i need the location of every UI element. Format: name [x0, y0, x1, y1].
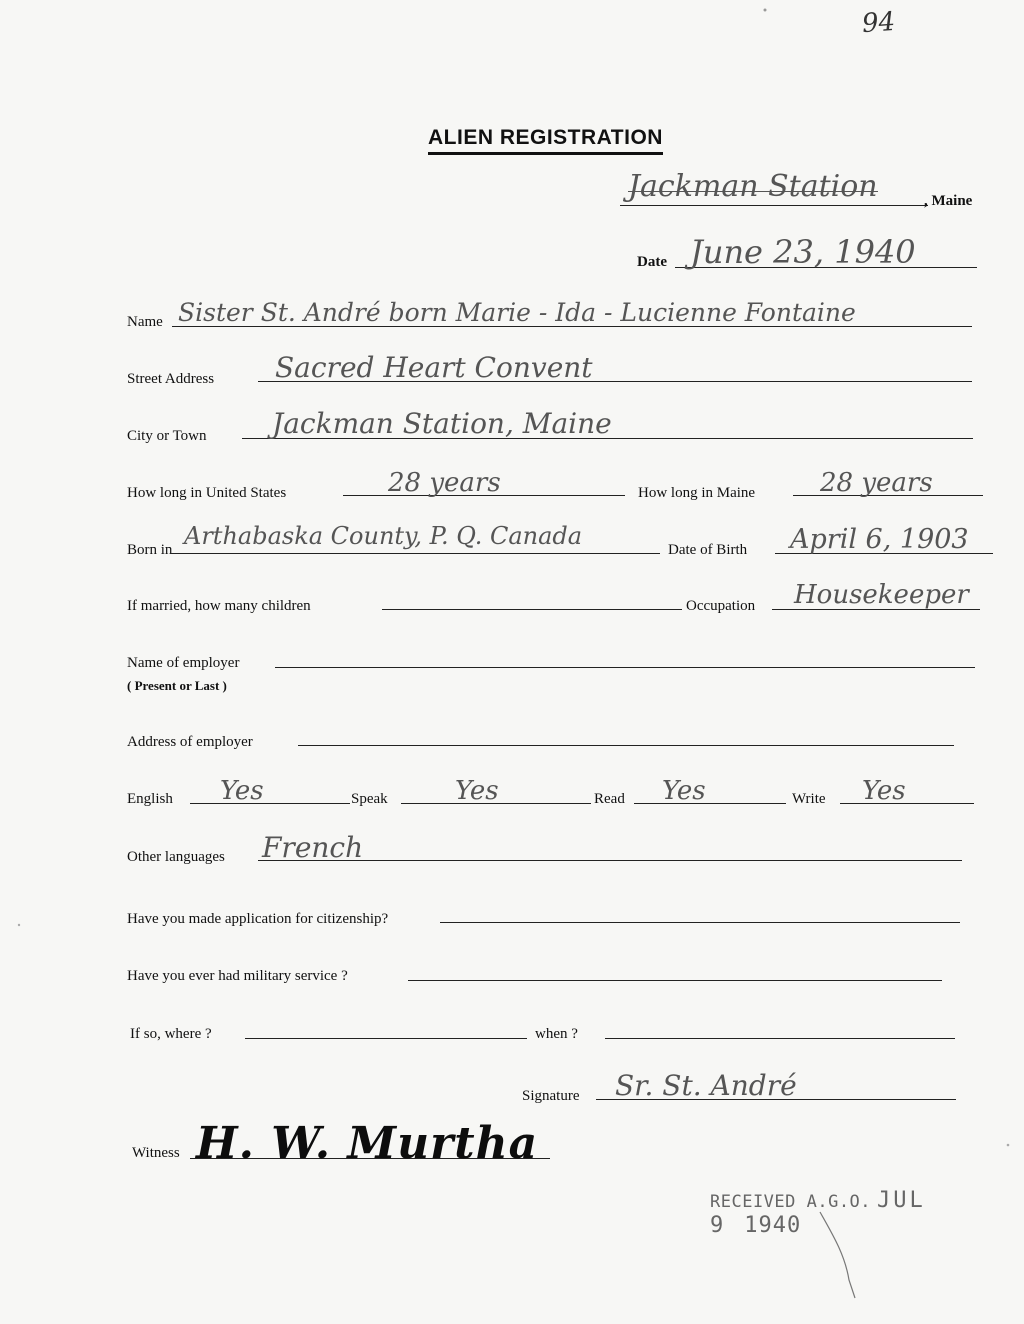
form-title: ALIEN REGISTRATION: [428, 126, 663, 155]
city-label: City or Town: [127, 428, 207, 444]
date-of-birth-value: April 6, 1903: [790, 524, 969, 555]
name-label: Name: [127, 314, 163, 330]
date-of-birth-label: Date of Birth: [668, 542, 748, 558]
born-in-value: Arthabaska County, P. Q. Canada: [184, 522, 583, 550]
occupation-label: Occupation: [686, 598, 756, 614]
speak-label: Speak: [351, 791, 388, 807]
received-stamp-date: JUL 9: [710, 1188, 926, 1238]
witness-label: Witness: [132, 1145, 180, 1161]
english-label: English: [127, 791, 173, 807]
occupation-value: Housekeeper: [794, 580, 969, 610]
write-label: Write: [792, 791, 826, 807]
page-number: 94: [860, 6, 897, 40]
received-stamp-text: RECEIVED A.G.O.: [710, 1192, 872, 1212]
how-long-maine-value: 28 years: [820, 468, 933, 498]
read-value: Yes: [662, 776, 706, 806]
employer-name-label: Name of employer: [127, 655, 240, 671]
other-languages-value: French: [262, 831, 364, 864]
signature-label: Signature: [522, 1088, 580, 1104]
english-value: Yes: [220, 776, 264, 806]
employer-address-label: Address of employer: [127, 734, 253, 750]
station-value: Jackman Station: [628, 169, 878, 204]
employer-name-sublabel: ( Present or Last ): [127, 678, 227, 693]
read-label: Read: [594, 791, 625, 807]
name-value: Sister St. André born Marie - Ida - Lucienne Fontaine: [178, 298, 856, 327]
how-long-maine-label: How long in Maine: [638, 485, 756, 501]
station-suffix: , Maine: [924, 193, 973, 209]
married-children-label: If married, how many children: [127, 598, 311, 614]
received-stamp-year: 1940: [744, 1213, 802, 1238]
witness-signature: H. W. Murtha: [196, 1118, 539, 1169]
if-so-where-label: If so, where ?: [130, 1026, 212, 1042]
street-address-label: Street Address: [127, 371, 215, 387]
date-label: Date: [637, 254, 667, 270]
citizenship-label: Have you made application for citizenship?: [127, 911, 389, 927]
street-address-value: Sacred Heart Convent: [275, 351, 593, 384]
how-long-us-value: 28 years: [388, 468, 501, 498]
other-languages-label: Other languages: [127, 849, 225, 865]
born-in-label: Born in: [127, 542, 173, 558]
write-value: Yes: [862, 776, 906, 806]
how-long-us-label: How long in United States: [127, 485, 287, 501]
signature-value: Sr. St. André: [615, 1069, 797, 1102]
when-label: when ?: [535, 1026, 578, 1042]
military-label: Have you ever had military service ?: [127, 968, 348, 984]
date-value: June 23, 1940: [690, 233, 916, 271]
speak-value: Yes: [455, 776, 499, 806]
city-value: Jackman Station, Maine: [272, 407, 612, 440]
